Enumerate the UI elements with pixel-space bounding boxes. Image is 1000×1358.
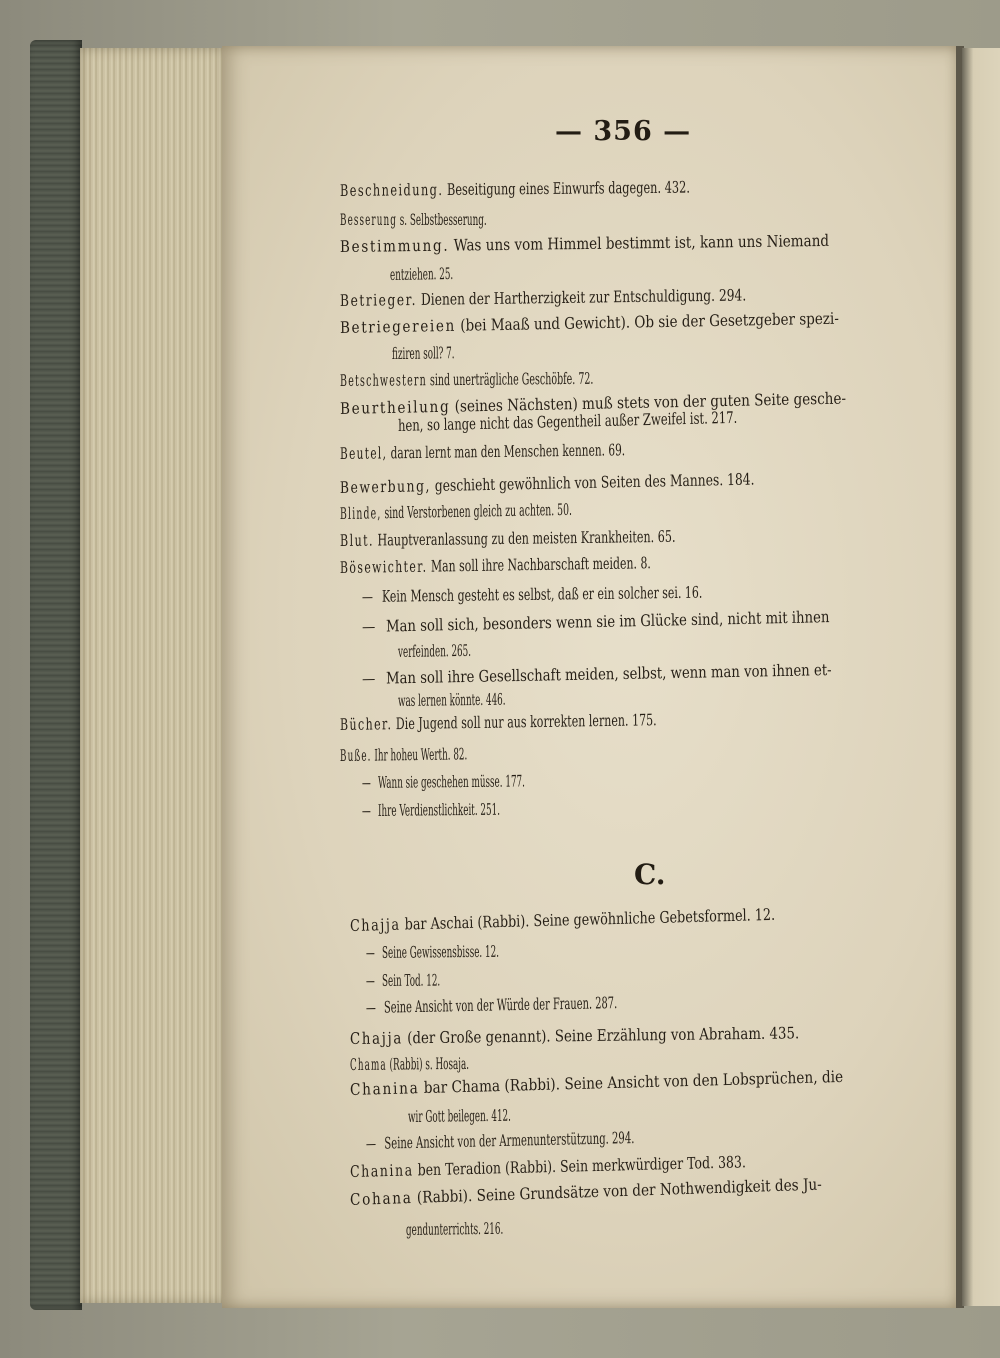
- entry-headword: Betrieger.: [339, 289, 418, 310]
- entry-text: geschieht gewöhnlich von Seiten des Mannes. 184.: [434, 469, 755, 496]
- continuation-dash: —: [365, 942, 375, 962]
- entry-text: Seine Gewissensbisse. 12.: [381, 941, 500, 962]
- entry-text: Sein Tod. 12.: [381, 970, 441, 990]
- entry-text: was lernen könnte. 446.: [397, 689, 506, 710]
- entry-headword: Bewerbung,: [339, 476, 432, 497]
- continuation-dash: —: [365, 997, 376, 1017]
- entry-text: Seine Ansicht von der Würde der Frauen. 287.: [383, 993, 618, 1017]
- entry-text: (seines Nächsten) muß stets von der guten Seite gesche-: [454, 388, 847, 416]
- entry-text: Kein Mensch gesteht es selbst, daß er ein solcher sei. 16.: [381, 582, 703, 606]
- continuation-dash: —: [361, 772, 371, 792]
- entry-text: wir Gott beilegen. 412.: [407, 1105, 511, 1126]
- continuation-dash: —: [361, 586, 374, 606]
- entry-headword: Beutel,: [339, 443, 388, 463]
- entry-headword: Besserung: [340, 210, 397, 229]
- entry-headword: Blut.: [339, 530, 374, 550]
- entry-headword: Bösewichter.: [339, 556, 428, 577]
- entry-headword: Chama: [349, 1054, 387, 1074]
- entry-text: (der Große genannt). Seine Erzählung von Abraham. 435.: [407, 1023, 800, 1048]
- entry-text: Ihr hoheu Werth. 82.: [374, 744, 468, 765]
- entry-text: Man soll ihre Gesellschaft meiden, selbst, wenn man von ihnen et-: [385, 660, 832, 688]
- index-entry-line: [366, 971, 751, 989]
- entry-headword: Betriegereien: [339, 315, 457, 337]
- facing-page-edge: [962, 48, 1000, 1306]
- entry-text: s. Selbstbesserung.: [399, 210, 487, 229]
- continuation-dash: —: [361, 668, 376, 688]
- continuation-dash: —: [361, 800, 371, 820]
- continuation-dash: —: [361, 616, 376, 636]
- continuation-dash: —: [365, 1133, 377, 1153]
- entry-text: Was uns vom Himmel bestimmt ist, kann uns Niemand: [453, 230, 830, 255]
- entry-headword: Chajja: [349, 1028, 404, 1048]
- entry-text: hen, so lange nicht das Gegentheil außer Zweifel ist. 217.: [397, 407, 738, 435]
- entry-text: bar Chama (Rabbi). Seine Ansicht von den Lobsprüchen, die: [423, 1066, 844, 1098]
- entry-headword: Chajja: [349, 914, 401, 935]
- entry-text: Hauptveranlassung zu den meisten Krankheiten. 65.: [377, 526, 676, 550]
- entry-text: entziehen. 25.: [389, 263, 454, 284]
- entry-headword: Betschwestern: [339, 370, 427, 390]
- entry-text: gendunterrichts. 216.: [405, 1218, 504, 1239]
- entry-headword: Cohana: [349, 1187, 413, 1209]
- entry-text: Beseitigung eines Einwurfs dagegen. 432.: [446, 177, 690, 199]
- entry-text: (bei Maaß und Gewicht). Ob sie der Gesetzgeber spezi-: [460, 308, 839, 335]
- entry-text: Ihre Verdienstlichkeit. 251.: [377, 799, 501, 820]
- entry-text: Wann sie geschehen müsse. 177.: [377, 771, 525, 792]
- section-heading-c: C.: [634, 858, 666, 891]
- entry-headword: Buße.: [339, 745, 372, 765]
- entry-text: (Rabbi) s. Hosaja.: [389, 1053, 470, 1074]
- entry-text: sind unerträgliche Geschöbfe. 72.: [429, 368, 594, 390]
- entry-headword: Beurtheilung: [339, 396, 451, 418]
- entry-text: sind Verstorbenen gleich zu achten. 50.: [384, 499, 573, 523]
- entry-headword: Chanina: [349, 1078, 420, 1099]
- entry-text: Die Jugend soll nur aus korrekten lernen. 175.: [395, 710, 657, 734]
- continuation-dash: —: [365, 970, 375, 990]
- book-cover-spine: [30, 40, 82, 1310]
- entry-text: fiziren soll? 7.: [391, 343, 455, 363]
- entry-headword: Bücher.: [339, 714, 393, 734]
- entry-text: ben Teradion (Rabbi). Sein merkwürdiger Tod. 383.: [417, 1152, 747, 1180]
- entry-headword: Blinde,: [339, 503, 382, 523]
- entry-headword: Beschneidung.: [339, 179, 444, 200]
- entry-text: Man soll sich, besonders wenn sie im Glücke sind, nicht mit ihnen: [385, 607, 830, 636]
- entry-text: Man soll ihre Nachbarschaft meiden. 8.: [430, 553, 651, 576]
- index-entry-line: [340, 212, 725, 228]
- entry-headword: Bestimmung.: [339, 235, 450, 256]
- entry-text: Seine Ansicht von der Armenunterstützung. 294.: [384, 1128, 635, 1153]
- page-edges: [80, 48, 225, 1303]
- entry-text: Dienen der Hartherzigkeit zur Entschuldigung. 294.: [420, 285, 747, 309]
- page-number: — 356 —: [555, 116, 692, 147]
- entry-headword: Chanina: [349, 1160, 414, 1181]
- entry-text: (Rabbi). Seine Grundsätze von der Nothwendigkeit des Ju-: [416, 1174, 822, 1207]
- entry-text: daran lernt man den Menschen kennen. 69.: [390, 440, 626, 463]
- entry-text: verfeinden. 265.: [397, 640, 472, 661]
- entry-text: bar Aschai (Rabbi). Seine gewöhnliche Gebetsformel. 12.: [404, 904, 776, 934]
